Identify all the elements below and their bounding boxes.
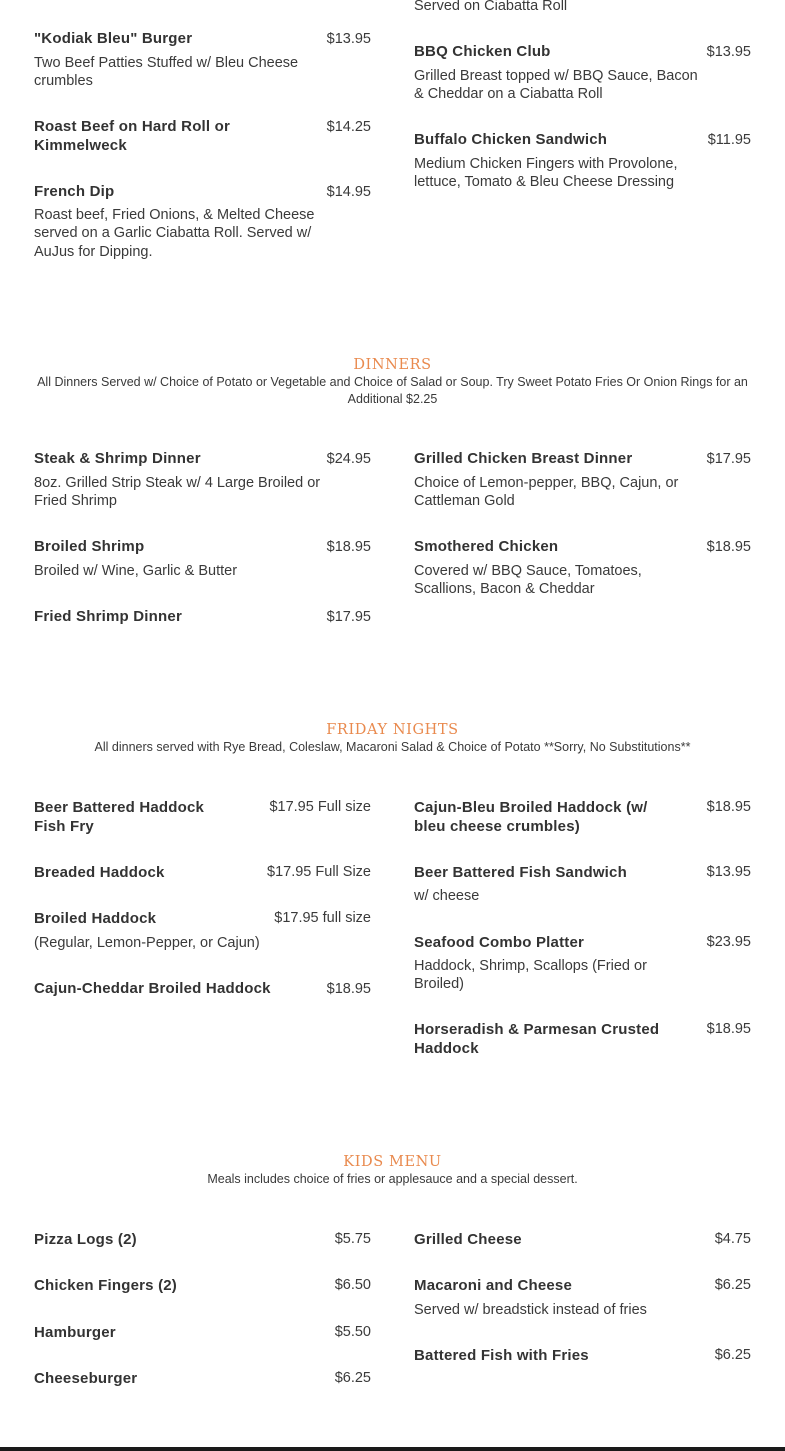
- menu-item-description: Medium Chicken Fingers with Provolone, lettuce, Tomato & Bleu Cheese Dressing: [414, 156, 678, 191]
- menu-item-price: $11.95: [707, 132, 751, 148]
- menu-item-description: Haddock, Shrimp, Scallops (Fried or Broiled): [414, 958, 647, 993]
- menu-item-price: $13.95: [706, 864, 751, 880]
- menu-item-name: Broiled Shrimp: [34, 538, 145, 555]
- menu-item-name: Cheeseburger: [34, 1370, 138, 1387]
- menu-item-description: 8oz. Grilled Strip Steak w/ 4 Large Broiled or Fried Shrimp: [34, 475, 321, 510]
- menu-item-name: BBQ Chicken Club: [414, 43, 551, 60]
- menu-item-price: $18.95: [706, 799, 751, 815]
- menu-item-description: Served on Ciabatta Roll: [414, 0, 568, 14]
- menu-item-name: Fried Shrimp Dinner: [34, 608, 182, 625]
- menu-item-price: $6.50: [334, 1277, 371, 1293]
- menu-item-name: Pizza Logs (2): [34, 1231, 137, 1248]
- menu-item-price: $17.95 Full Size: [267, 864, 371, 880]
- menu-item-price: $17.95: [706, 451, 751, 467]
- menu-item-name: Broiled Haddock: [34, 910, 157, 927]
- menu-item-price: $13.95: [706, 44, 751, 60]
- menu-item-price: $17.95 full size: [274, 910, 371, 926]
- menu-item-name: French Dip: [34, 183, 115, 200]
- section-note: All Dinners Served w/ Choice of Potato or Vegetable and Choice of Salad or Soup. Try Sweet Potato Fries Or Onion Rings for an Additional $2.25: [37, 375, 748, 406]
- menu-item-price: $18.95: [326, 539, 371, 555]
- menu-item-name: Cajun-Cheddar Broiled Haddock: [34, 980, 271, 997]
- menu-item-description: (Regular, Lemon-Pepper, or Cajun): [34, 935, 260, 951]
- section-title: FRIDAY NIGHTS: [326, 722, 459, 738]
- menu-item-name: Breaded Haddock: [34, 864, 165, 881]
- menu-item-description: Two Beef Patties Stuffed w/ Bleu Cheese crumbles: [34, 55, 299, 90]
- menu-item-description: Grilled Breast topped w/ BBQ Sauce, Bacon & Cheddar on a Ciabatta Roll: [414, 68, 698, 103]
- menu-item-name: Battered Fish with Fries: [414, 1347, 589, 1364]
- menu-item-name: Chicken Fingers (2): [34, 1277, 177, 1294]
- menu-item-price: $14.25: [326, 119, 371, 135]
- menu-item-name: Horseradish & Parmesan Crusted Haddock: [414, 1021, 660, 1057]
- menu-item-price: $6.25: [334, 1370, 371, 1386]
- menu-item-name: Hamburger: [34, 1324, 116, 1341]
- menu-item-description: Broiled w/ Wine, Garlic & Butter: [34, 563, 238, 579]
- menu-item-price: $13.95: [326, 31, 371, 47]
- menu-item-description: Roast beef, Fried Onions, & Melted Cheese served on a Garlic Ciabatta Roll. Served w/ AuJus for Dipping.: [34, 207, 315, 260]
- bottom-divider: [0, 1447, 785, 1451]
- menu-item-name: Steak & Shrimp Dinner: [34, 450, 201, 467]
- menu-item-price: $17.95: [326, 609, 371, 625]
- menu-item-description: Choice of Lemon-pepper, BBQ, Cajun, or Cattleman Gold: [414, 475, 679, 510]
- menu-item-name: Buffalo Chicken Sandwich: [414, 131, 608, 148]
- menu-item-price: $6.25: [714, 1277, 751, 1293]
- menu-item-price: $6.25: [714, 1347, 751, 1363]
- menu-item-name: Grilled Cheese: [414, 1231, 522, 1248]
- menu-item-name: Smothered Chicken: [414, 538, 559, 555]
- menu-item-price: $23.95: [706, 934, 751, 950]
- menu-item-name: Cajun-Bleu Broiled Haddock (w/ bleu cheese crumbles): [414, 799, 648, 835]
- menu-item-name: Macaroni and Cheese: [414, 1277, 573, 1294]
- menu-item-price: $18.95: [706, 1021, 751, 1037]
- menu-item-price: $24.95: [326, 451, 371, 467]
- menu-item-description: Served w/ breadstick instead of fries: [414, 1302, 647, 1318]
- section-note: Meals includes choice of fries or applesauce and a special dessert.: [207, 1172, 578, 1186]
- menu-item-price: $4.75: [714, 1231, 751, 1247]
- menu-item-name: Beer Battered Fish Sandwich: [414, 864, 627, 881]
- menu-item-price: $14.95: [326, 184, 371, 200]
- menu-item-price: $18.95: [706, 539, 751, 555]
- section-title: DINNERS: [353, 357, 432, 373]
- menu-item-price: $5.75: [334, 1231, 371, 1247]
- menu-item-price: $17.95 Full size: [269, 799, 371, 815]
- section-note: All dinners served with Rye Bread, Coleslaw, Macaroni Salad & Choice of Potato **Sorry, No Substitutions**: [94, 740, 691, 754]
- menu-item-price: $5.50: [334, 1324, 371, 1340]
- menu-item-description: Covered w/ BBQ Sauce, Tomatoes, Scallions, Bacon & Cheddar: [414, 563, 642, 598]
- menu-item-name: Seafood Combo Platter: [414, 934, 585, 951]
- menu-item-name: Grilled Chicken Breast Dinner: [414, 450, 633, 467]
- menu-item-price: $18.95: [326, 981, 371, 997]
- menu-item-name: "Kodiak Bleu" Burger: [34, 30, 193, 47]
- section-title: KIDS MENU: [343, 1154, 442, 1170]
- menu-item-description: w/ cheese: [414, 888, 480, 904]
- menu-item-name: Beer Battered Haddock Fish Fry: [34, 799, 205, 835]
- menu-item-name: Roast Beef on Hard Roll or Kimmelweck: [34, 118, 231, 154]
